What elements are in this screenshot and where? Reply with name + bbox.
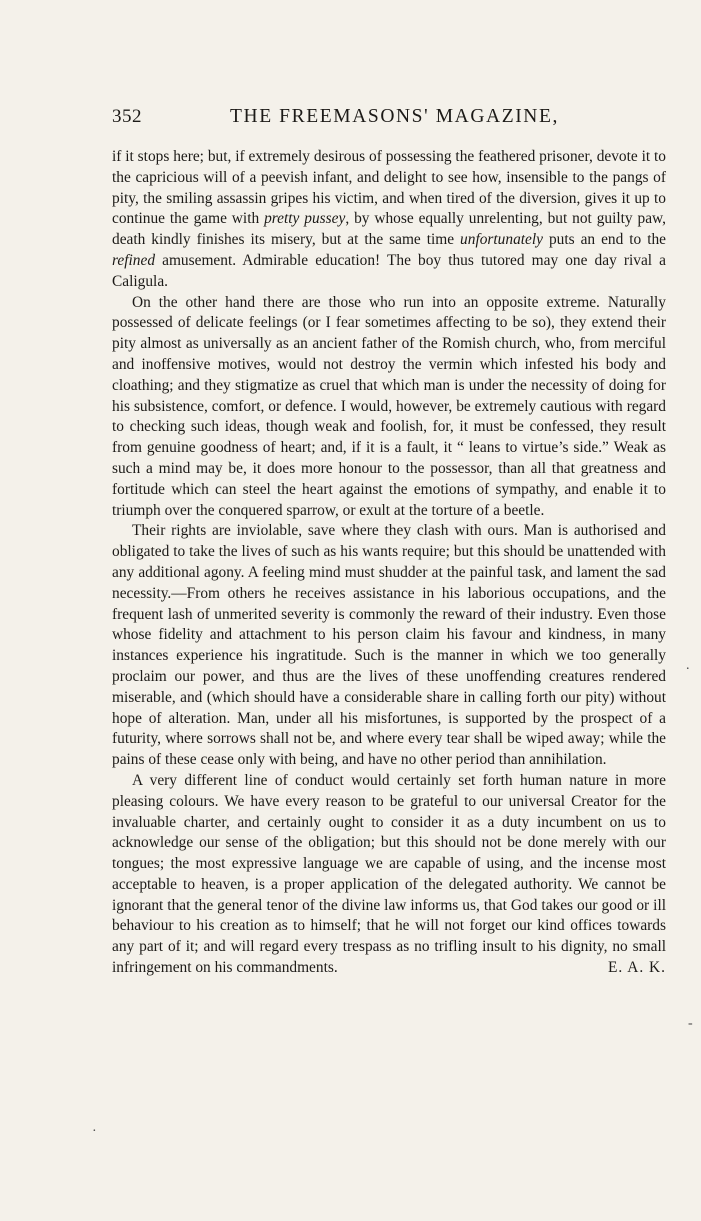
margin-speck: ·: [92, 1124, 97, 1139]
text-run: A very different line of conduct would certainly set forth human nature in more pleasing colours. We have every reason to be grateful to our universal Creator for the invaluable charter, and certainly ought to consider it as a duty incumbent on us to acknowledge our sense of the obligation; but this should not be done merely with our tongues; the most expressive language we are capable of using, and the incense most acceptable to heaven, is a proper application of the delegated authority. We cannot be ignorant that the general tenor of the divine law informs us, that God takes our good or ill behaviour to his creation as to himself; that he will not forget our kind offices towards any part of it; and will regard every trespass as no trifling insult to his dignity, no small infringement on his commandments.: [112, 771, 666, 977]
paragraph: [112, 147, 666, 293]
margin-speck: -: [688, 1016, 693, 1031]
text-run: if it stops here; but, if extremely desirous of possessing the feathered prisoner, devote it to the capricious will of a peevish infant, and delight to see how, insensible to the pangs of pity, the smiling assassin gripes his victim, and when tired of the diversion, gives it up to continue the game with: [112, 148, 666, 228]
italic-text: refined: [112, 251, 156, 269]
margin-speck: .: [686, 658, 690, 673]
italic-text: unfortunately: [460, 231, 543, 249]
running-title: THE FREEMASONS' MAGAZINE,: [230, 106, 559, 127]
text-run: puts an end to the: [542, 231, 666, 249]
page-number: 352: [112, 106, 142, 127]
paragraph: On the other hand there are those who run into an opposite extreme. Naturally possessed of delicate feelings (or I fear sometimes affecting to be so), they extend their pity almost as universally as an ancient father of the Romish church, who, from merciful and inoffensive motives, would not destroy the vermin which infested his body and cloathing; and they stigmatize as cruel that which man is under the necessity of doing for his subsistence, comfort, or defence. I would, however, be extremely cautious with regard to checking such ideas, though weak and foolish, for, it must be confessed, they result from genuine goodness of heart; and, if it is a fault, it “ leans to virtue’s side.” Weak as such a mind may be, it does more honour to the possessor, than all that greatness and fortitude which can steel the heart against the emotions of sympathy, and enable it to triumph over the conquered sparrow, or exult at the torture of a beetle.: [112, 293, 666, 519]
paragraph: Their rights are inviolable, save where they clash with ours. Man is authorised and obligated to take the lives of such as his wants require; but this should be unattended with any additional agony. A feeling mind must shudder at the painful task, and lament the sad necessity.—From others he receives assistance in his laborious occupations, and the frequent lash of unmerited severity is commonly the reward of their industry. Even those whose fidelity and attachment to his person claim his favour and kindness, in many instances experience his ingratitude. Such is the manner in which we too generally proclaim our power, and thus are the lives of these unoffending creatures rendered miserable, and (which should have a considerable share in calling forth our pity) without hope of alteration. Man, under all his misfortunes, is supported by the prospect of a futurity, where sorrows shall not be, and where every tear shall be wiped away; while the pains of these cease only with being, and have no other period than annihilation.: [112, 522, 666, 769]
text-run: , by whose equally unrelenting, but not guilty paw, death kindly finishes its misery, but at the same time: [112, 210, 666, 249]
paragraph: [112, 771, 666, 979]
text-run: amusement. Admirable education! The boy thus tutored may one day rival a Caligula.: [112, 251, 666, 290]
signature: E. A. K.: [607, 959, 666, 977]
page-header: [112, 106, 672, 136]
article-body: [112, 147, 666, 979]
italic-text: pretty pussey: [264, 210, 346, 228]
